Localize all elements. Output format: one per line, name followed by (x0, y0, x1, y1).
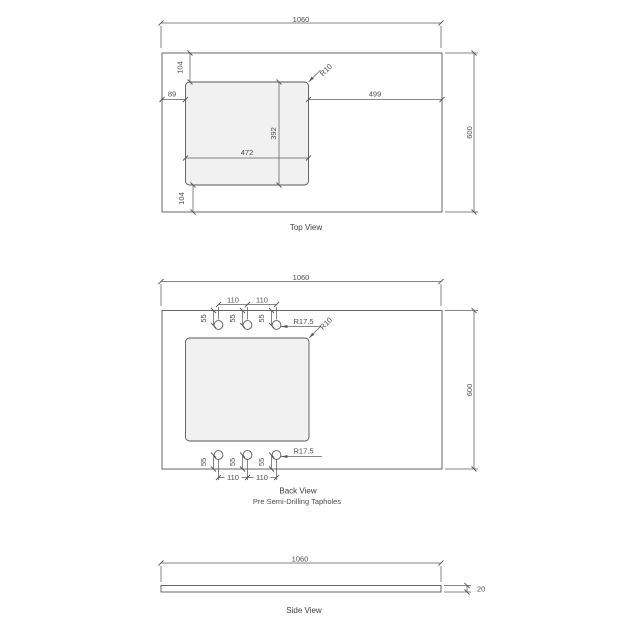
back-view-subtitle: Pre Semi-Drilling Tapholes (252, 497, 342, 506)
dim-label-corner-radius: R10 (317, 61, 335, 79)
top-view-cutout (186, 82, 309, 185)
side-view-outline (161, 586, 441, 593)
leader-taphole-radius-bottom (281, 447, 322, 459)
dim-taphole-offset-bottom (199, 455, 272, 469)
side-view (161, 555, 485, 616)
dim-side-overall-width (161, 555, 441, 583)
dim-label-left-offset: 89 (167, 89, 177, 99)
dim-label-overall-width: 1060 (291, 554, 309, 564)
dim-label-offset-3: 55 (257, 314, 266, 323)
dim-label-overall-width: 1060 (292, 273, 310, 282)
dim-top-overall-depth (445, 53, 478, 212)
back-view-cutout (186, 338, 310, 441)
top-view-title: Top View (289, 223, 323, 232)
dim-label-overall-depth: 600 (465, 383, 474, 397)
top-view (161, 15, 478, 232)
dim-label-right-gap: 499 (368, 89, 382, 99)
dim-label-taphole-radius: R17.5 (293, 317, 314, 326)
dim-label-spacing-1: 110 (227, 295, 239, 305)
side-view-title: Side View (286, 606, 322, 615)
dim-label-taphole-radius: R17.5 (293, 446, 314, 456)
dim-label-offset-1: 55 (199, 457, 208, 467)
leader-corner-radius-top-view (309, 62, 335, 82)
dim-extension-lines (161, 26, 441, 48)
taphole-top-3 (272, 321, 281, 330)
dim-label-cutout-width: 472 (240, 148, 254, 157)
dim-extension-lines (161, 284, 441, 306)
taphole-top-2 (243, 321, 252, 330)
dim-label-offset-2: 55 (228, 457, 237, 467)
dim-back-overall-width (161, 273, 441, 306)
dim-label-thickness: 20 (476, 584, 486, 594)
dim-label-spacing-2: 110 (256, 473, 268, 482)
dim-cutout-bottom-offset (177, 185, 193, 212)
dim-extension-lines (161, 566, 441, 582)
dim-cutout-to-right-edge (309, 90, 443, 100)
dim-label-offset-1: 55 (199, 314, 208, 323)
dim-taphole-offset-top (199, 311, 272, 326)
taphole-bottom-2 (243, 451, 252, 460)
dim-label-offset-2: 55 (228, 314, 237, 323)
back-view-title: Back View (279, 486, 317, 496)
taphole-bottom-3 (272, 451, 281, 460)
dim-label-corner-radius: R10 (317, 315, 335, 332)
back-view (161, 273, 478, 506)
dim-label-overall-width: 1060 (292, 15, 310, 24)
leader-taphole-radius-top (281, 317, 321, 328)
dim-label-spacing-2: 110 (256, 295, 268, 305)
dim-label-top-offset: 104 (175, 61, 185, 74)
dim-label-offset-3: 55 (257, 457, 266, 467)
dim-label-overall-depth: 600 (465, 126, 474, 139)
dim-label-spacing-1: 110 (227, 473, 239, 482)
dim-label-cutout-height: 392 (269, 127, 278, 140)
dim-label-bottom-offset: 104 (177, 192, 186, 205)
leader-arrow-icon (281, 455, 288, 458)
taphole-top-1 (214, 321, 223, 330)
leader-arrow-icon (281, 325, 288, 328)
dim-cutout-top-offset (176, 53, 191, 82)
dim-back-overall-depth (445, 311, 478, 470)
dim-cutout-left-offset (162, 90, 186, 100)
taphole-bottom-1 (214, 451, 223, 460)
dim-top-overall-width (161, 15, 441, 48)
dim-side-thickness (444, 585, 485, 594)
